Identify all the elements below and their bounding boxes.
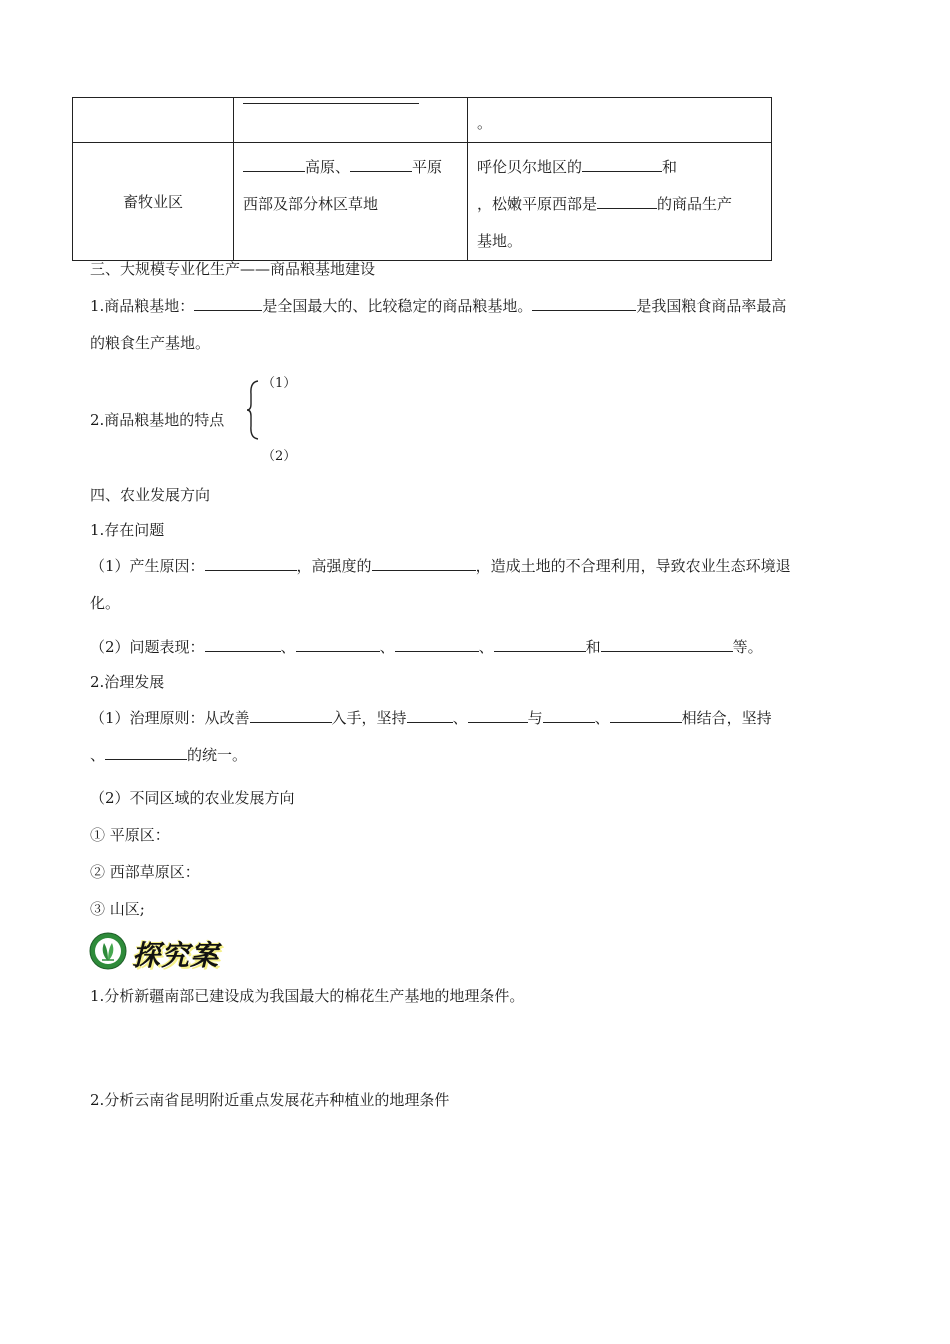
fill-blank[interactable]: [350, 156, 412, 172]
fill-blank[interactable]: [407, 707, 453, 723]
cell-text: 西部及部分林区草地: [243, 195, 379, 213]
text: （1）治理原则：从改善: [90, 709, 250, 727]
table-cell-label: [73, 143, 234, 261]
table-cell: [234, 143, 468, 261]
fill-blank[interactable]: [205, 555, 297, 571]
fill-blank[interactable]: [395, 636, 479, 652]
fill-blank[interactable]: [601, 636, 733, 652]
paragraph-cause: [90, 548, 860, 622]
fill-blank[interactable]: [105, 744, 187, 760]
region-grassland: ② 西部草原区：: [90, 863, 200, 881]
text: （2）问题表现：: [90, 638, 205, 656]
table-cell: [468, 143, 772, 261]
brace-icon: [246, 380, 260, 440]
text: 化。: [90, 594, 121, 612]
text: （1）产生原因：: [90, 557, 205, 575]
subheading: 1.存在问题: [90, 521, 165, 539]
question-2: 2.分析云南省昆明附近重点发展花卉种植业的地理条件: [90, 1091, 450, 1109]
table-row: [73, 143, 772, 261]
paragraph-problems: [90, 636, 763, 657]
cell-text: 的商品生产: [657, 195, 733, 213]
text: 、: [90, 746, 106, 764]
text: 的粮食生产基地。: [90, 334, 211, 352]
zone-label: 畜牧业区: [122, 193, 183, 211]
region-mountain: ③ 山区;: [90, 900, 145, 918]
fill-blank[interactable]: [205, 636, 281, 652]
paragraph-item1: [90, 288, 860, 362]
subheading: 2.治理发展: [90, 673, 165, 691]
fill-blank[interactable]: [250, 707, 332, 723]
text: 等。: [732, 638, 763, 656]
fill-blank[interactable]: [543, 707, 595, 723]
text: 、: [452, 709, 468, 727]
paragraph-principle: [90, 700, 860, 774]
table-cell: [234, 98, 468, 143]
fill-blank[interactable]: [532, 295, 636, 311]
fill-blank[interactable]: [243, 88, 419, 104]
cell-text: 和: [662, 158, 678, 176]
fill-blank[interactable]: [582, 156, 662, 172]
question-1: 1.分析新疆南部已建设成为我国最大的棉花生产基地的地理条件。: [90, 987, 525, 1005]
feature-heading: 2.商品粮基地的特点: [90, 411, 225, 429]
feature-sub1: （1）: [262, 376, 297, 391]
table-cell: [73, 98, 234, 143]
fill-blank[interactable]: [610, 707, 682, 723]
cell-text: 呼伦贝尔地区的: [477, 158, 583, 176]
cell-text: 平原: [412, 158, 443, 176]
region-plain: ① 平原区：: [90, 826, 170, 844]
table-row: [73, 98, 772, 143]
cell-text: 。: [477, 114, 493, 132]
text: 、: [594, 709, 610, 727]
text: ，高强度的: [296, 557, 372, 575]
subheading: （2）不同区域的农业发展方向: [90, 789, 295, 807]
fill-blank[interactable]: [243, 156, 305, 172]
cell-text: ，松嫩平原西部是: [477, 195, 598, 213]
text: 1.商品粮基地：: [90, 297, 195, 315]
text: 相结合，坚持: [681, 709, 772, 727]
agriculture-zone-table: [72, 97, 772, 261]
text: 、: [280, 638, 296, 656]
text: 、: [478, 638, 494, 656]
cell-text: 高原、: [305, 158, 351, 176]
feature-sub2: （2）: [262, 449, 297, 464]
fill-blank[interactable]: [372, 555, 476, 571]
fill-blank[interactable]: [494, 636, 586, 652]
text: 是全国最大的、比较稳定的商品粮基地。: [262, 297, 533, 315]
table-cell: [468, 98, 772, 143]
text: 、: [379, 638, 395, 656]
fill-blank[interactable]: [194, 295, 262, 311]
text: ，造成土地的不合理利用，导致农业生态环境退: [475, 557, 791, 575]
explore-title: 探究案: [132, 939, 220, 972]
fill-blank[interactable]: [597, 193, 657, 209]
cell-text: 基地。: [477, 232, 523, 250]
fill-blank[interactable]: [468, 707, 528, 723]
section-heading: 三、大规模专业化生产——商品粮基地建设: [90, 260, 376, 278]
text: 与: [527, 709, 543, 727]
section-heading: 四、农业发展方向: [90, 486, 211, 504]
fill-blank[interactable]: [296, 636, 380, 652]
text: 和: [585, 638, 601, 656]
text: 的统一。: [187, 746, 248, 764]
text: 是我国粮食商品率最高: [636, 297, 787, 315]
text: 入手，坚持: [331, 709, 407, 727]
